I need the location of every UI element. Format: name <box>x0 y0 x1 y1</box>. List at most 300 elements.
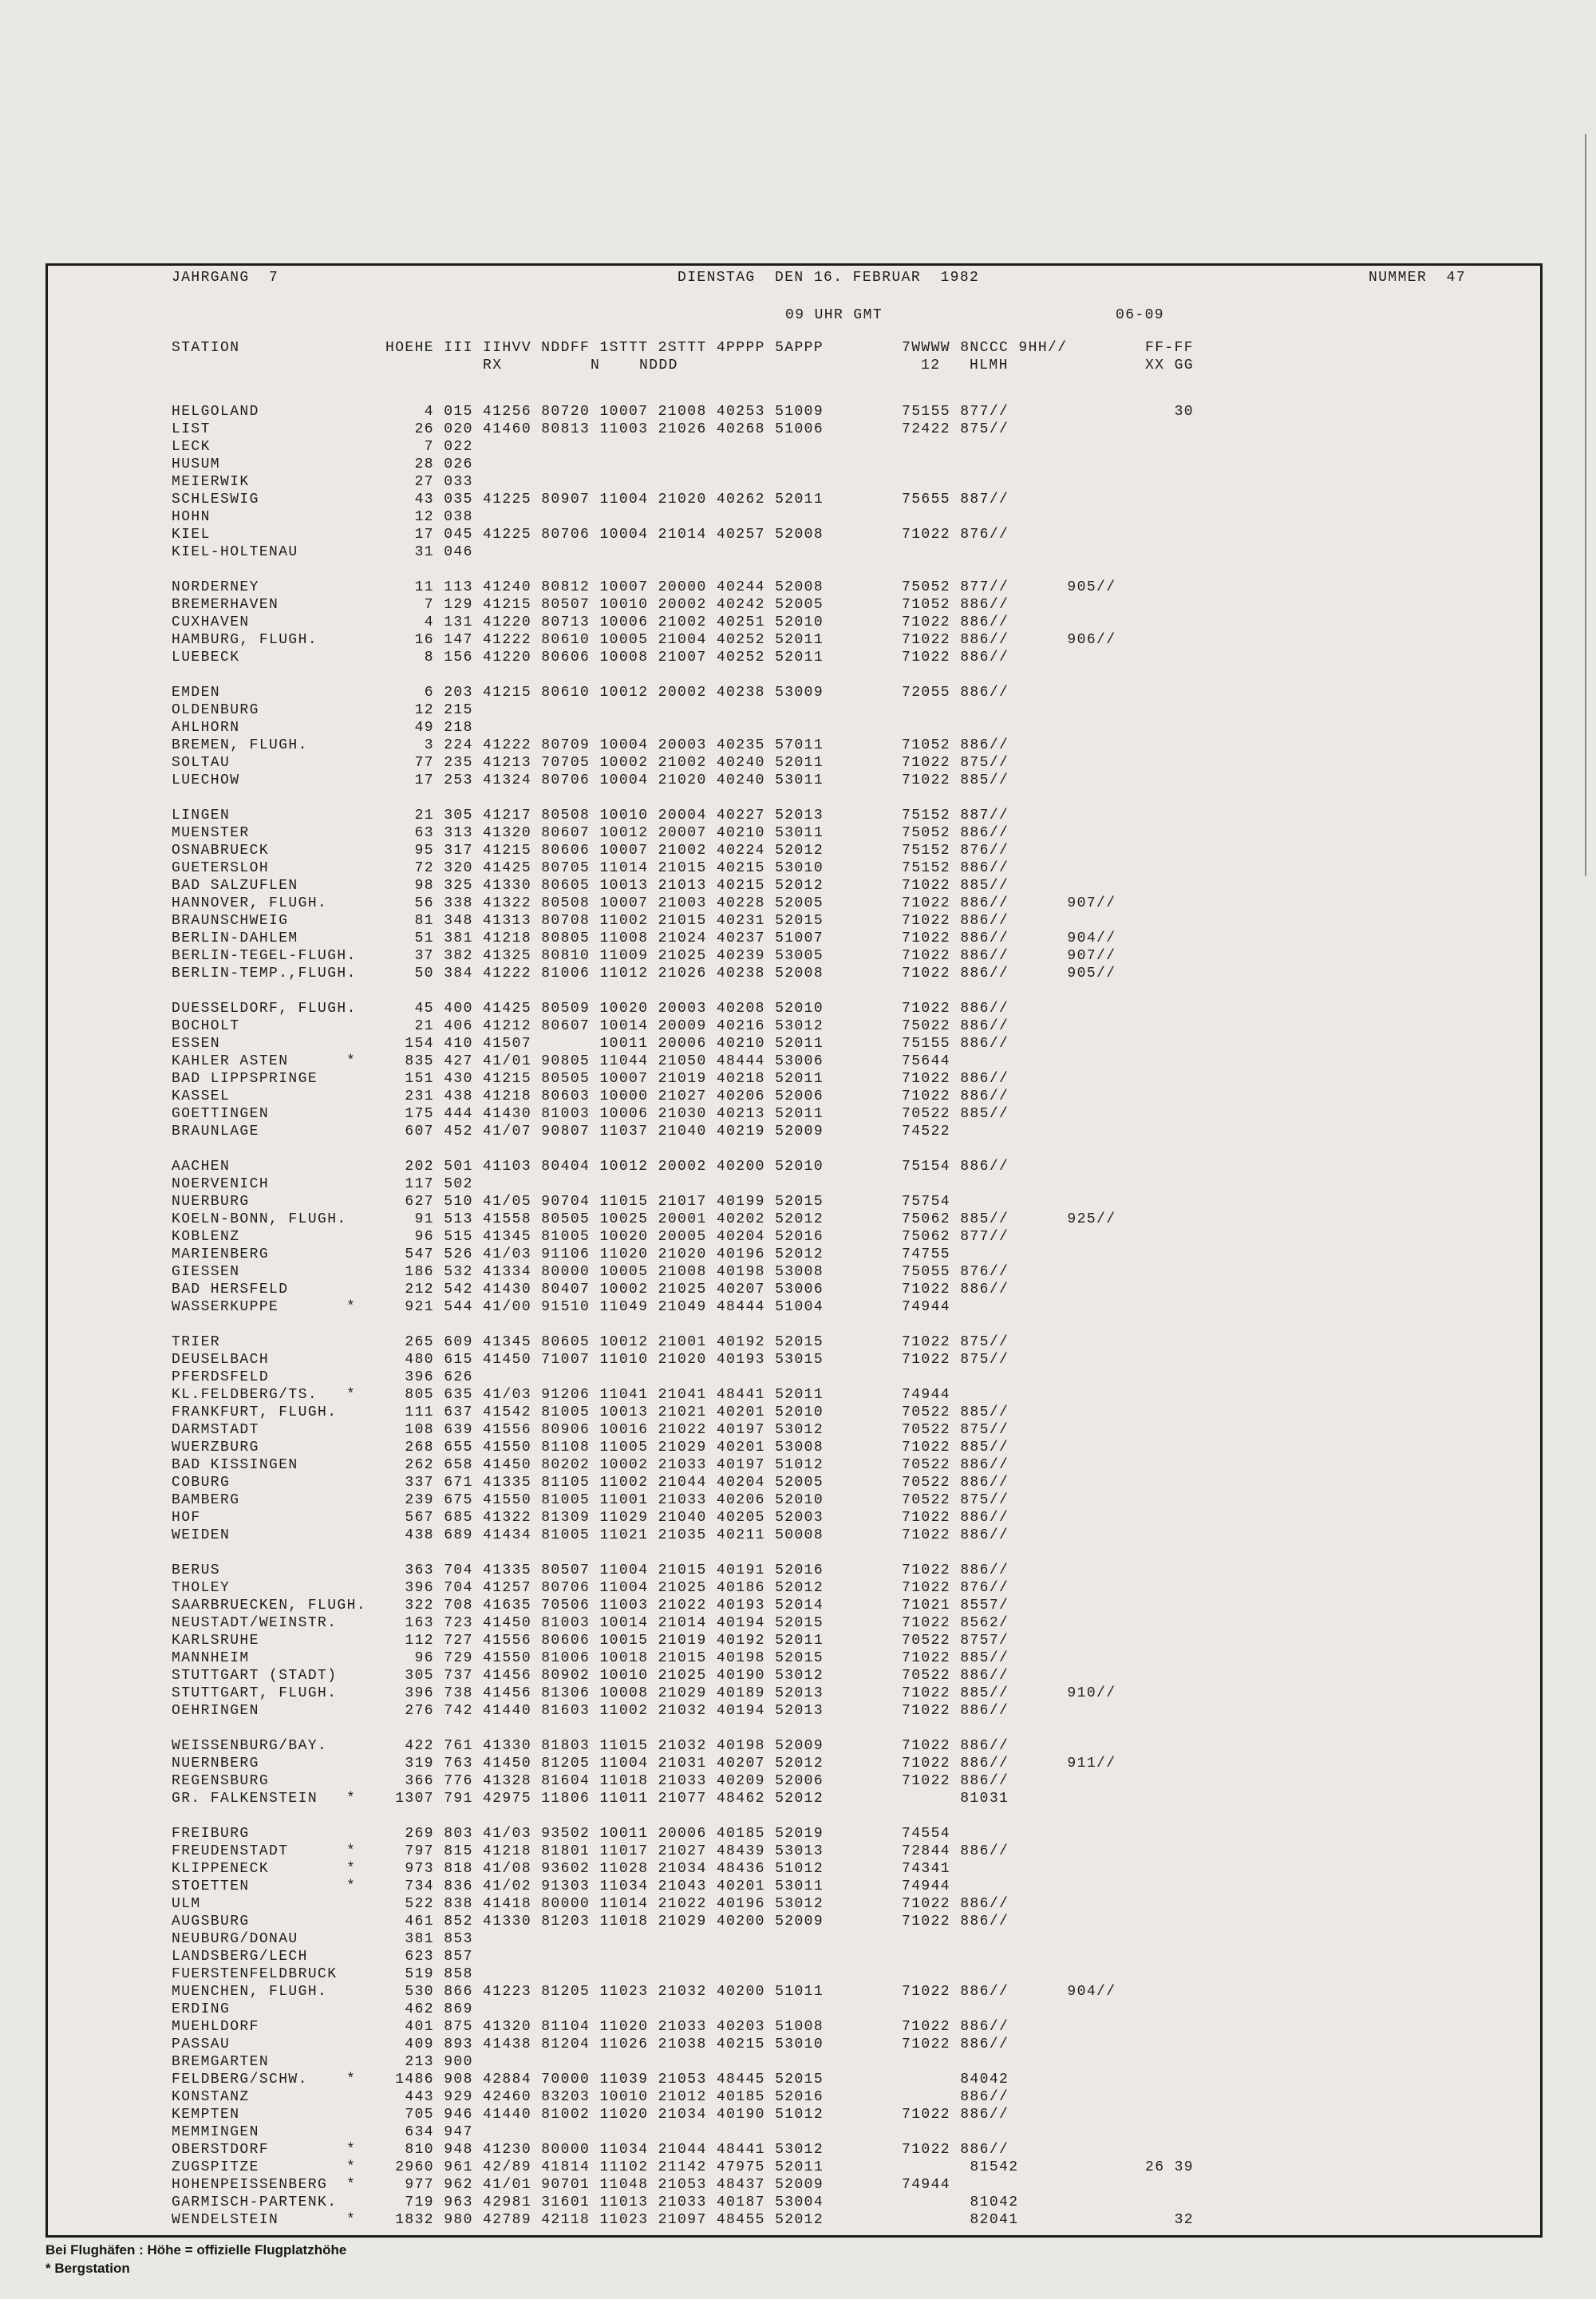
synop-groups: 7 129 41215 80507 10010 20002 40242 52005 <box>385 597 824 613</box>
bergstation-marker: * <box>346 2142 357 2158</box>
station-row <box>172 1351 1576 1369</box>
weather-cloud-groups: 75062 877// <box>902 1229 1009 1245</box>
synop-groups: 322 708 41635 70506 11003 21022 40193 52014 <box>385 1598 824 1614</box>
station-name: BERLIN-TEMP.,FLUGH. <box>172 966 357 982</box>
station-row <box>172 877 1576 895</box>
station-name: HAMBURG, FLUGH. <box>172 632 318 648</box>
station-row <box>172 1965 1576 1983</box>
weather-cloud-groups: 71022 886// <box>902 1562 1009 1578</box>
weather-cloud-groups: 75754 <box>902 1194 951 1210</box>
station-name: MANNHEIM <box>172 1650 250 1666</box>
weather-cloud-groups: 886// <box>902 2089 1009 2105</box>
station-row <box>172 2071 1576 2088</box>
station-row <box>172 1948 1576 1965</box>
station-name: STUTTGART (STADT) <box>172 1668 338 1684</box>
weather-cloud-groups: 71022 886// 907// <box>902 948 1116 964</box>
station-row <box>172 1667 1576 1685</box>
station-name: PASSAU <box>172 2036 231 2052</box>
station-name: WASSERKUPPE <box>172 1299 279 1315</box>
synop-groups: 72 320 41425 80705 11014 21015 40215 53010 <box>385 860 824 876</box>
synop-groups: 16 147 41222 80610 10005 21004 40252 52011 <box>385 632 824 648</box>
synop-groups: 26 020 41460 80813 11003 21026 40268 51006 <box>385 421 824 437</box>
bergstation-marker: * <box>346 1843 357 1859</box>
station-row <box>172 2036 1576 2053</box>
station-row <box>172 1298 1576 1316</box>
synop-groups: 262 658 41450 80202 10002 21033 40197 51012 <box>385 1457 824 1473</box>
station-group <box>172 403 1576 561</box>
wind-extra-values: 30 <box>1145 404 1195 420</box>
station-row <box>172 1228 1576 1246</box>
weather-cloud-groups: 71052 886// <box>902 597 1009 613</box>
synop-groups: 50 384 41222 81006 11012 21026 40238 52008 <box>385 966 824 982</box>
station-name: LANDSBERG/LECH <box>172 1949 308 1965</box>
synop-groups: 186 532 41334 80000 10005 21008 40198 53008 <box>385 1264 824 1280</box>
synop-groups: 977 962 41/01 90701 11048 21053 48437 52009 <box>385 2177 824 2193</box>
bergstation-marker: * <box>346 2072 357 2088</box>
synop-groups: 175 444 41430 81003 10006 21030 40213 52011 <box>385 1106 824 1122</box>
synop-groups: 519 858 <box>385 1966 473 1982</box>
station-row <box>172 1053 1576 1070</box>
station-name: WUERZBURG <box>172 1440 259 1456</box>
station-name: OBERSTDORF <box>172 2142 270 2158</box>
synop-groups: 438 689 41434 81005 11021 21035 40211 50008 <box>385 1527 824 1543</box>
station-name: OSNABRUECK <box>172 843 270 859</box>
station-row <box>172 421 1576 438</box>
weather-cloud-groups: 75655 887// <box>902 492 1009 508</box>
station-name: KOBLENZ <box>172 1229 240 1245</box>
weather-cloud-groups: 71021 8557/ <box>902 1598 1009 1614</box>
weather-cloud-groups: 71022 886// 905// <box>902 966 1116 982</box>
weather-cloud-groups: 71022 886// <box>902 1527 1009 1543</box>
station-group <box>172 1000 1576 1140</box>
station-row <box>172 1913 1576 1930</box>
station-name: BREMGARTEN <box>172 2054 270 2070</box>
station-name: NORDERNEY <box>172 579 259 595</box>
station-name: DUESSELDORF, FLUGH. <box>172 1001 357 1017</box>
weather-cloud-groups: 74755 <box>902 1246 951 1262</box>
station-row <box>172 1772 1576 1790</box>
synop-groups: 163 723 41450 81003 10014 21014 40194 52015 <box>385 1615 824 1631</box>
station-name: MEIERWIK <box>172 474 250 490</box>
station-row <box>172 2018 1576 2036</box>
station-name: WEISSENBURG/BAY. <box>172 1738 328 1754</box>
weather-cloud-groups: 71022 886// <box>902 2142 1009 2158</box>
masthead-date: DIENSTAG DEN 16. FEBRUAR 1982 <box>678 270 980 286</box>
weather-cloud-groups: 74341 <box>902 1861 951 1877</box>
station-row <box>172 649 1576 666</box>
weather-cloud-groups: 71022 886// <box>902 1088 1009 1104</box>
column-header-row-1 <box>172 339 1576 357</box>
station-name: BERLIN-DAHLEM <box>172 930 298 946</box>
station-row <box>172 1562 1576 1579</box>
synop-groups: 108 639 41556 80906 10016 21022 40197 53012 <box>385 1422 824 1438</box>
station-row <box>172 1333 1576 1351</box>
station-row <box>172 456 1576 473</box>
station-row <box>172 1035 1576 1053</box>
station-row <box>172 807 1576 824</box>
station-row <box>172 1000 1576 1017</box>
station-row <box>172 491 1576 508</box>
footnote-bergstation: * Bergstation <box>45 2261 130 2276</box>
station-name: MUENCHEN, FLUGH. <box>172 1984 328 2000</box>
synop-groups: 11 113 41240 80812 10007 20000 40244 52008 <box>385 579 824 595</box>
station-name: THOLEY <box>172 1580 231 1596</box>
weather-cloud-groups: 82041 <box>902 2212 1019 2228</box>
station-row <box>172 526 1576 543</box>
synop-groups: 31 046 <box>385 544 473 560</box>
station-row <box>172 1614 1576 1632</box>
station-name: REGENSBURG <box>172 1773 270 1789</box>
station-name: HOHN <box>172 509 211 525</box>
station-name: ZUGSPITZE <box>172 2159 259 2175</box>
station-name: AUGSBURG <box>172 1914 250 1930</box>
weather-cloud-groups: 70522 875// <box>902 1492 1009 1508</box>
station-name: HOHENPEISSENBERG <box>172 2177 328 2193</box>
station-name: BREMEN, FLUGH. <box>172 737 308 753</box>
synop-groups: 154 410 41507 10011 20006 40210 52011 <box>385 1036 824 1052</box>
weather-cloud-groups: 71022 886// <box>902 913 1009 929</box>
station-name: KASSEL <box>172 1088 231 1104</box>
station-group <box>172 1737 1576 1807</box>
station-name: SOLTAU <box>172 755 231 771</box>
station-name: CUXHAVEN <box>172 614 250 630</box>
weather-cloud-groups: 84042 <box>902 2072 1009 2088</box>
weather-cloud-groups: 71022 886// <box>902 2107 1009 2123</box>
station-name: NEUSTADT/WEINSTR. <box>172 1615 338 1631</box>
station-row <box>172 912 1576 930</box>
synop-groups: 6 203 41215 80610 10012 20002 40238 53009 <box>385 685 824 701</box>
station-row <box>172 1649 1576 1667</box>
station-row <box>172 1983 1576 2001</box>
weather-cloud-groups: 71022 8562/ <box>902 1615 1009 1631</box>
synop-groups: 239 675 41550 81005 11001 21033 40206 52010 <box>385 1492 824 1508</box>
station-name: BAD SALZUFLEN <box>172 878 298 894</box>
station-row <box>172 930 1576 947</box>
station-row <box>172 1070 1576 1088</box>
station-group <box>172 1333 1576 1544</box>
station-name: MUEHLDORF <box>172 2019 259 2035</box>
station-name: OLDENBURG <box>172 702 259 718</box>
weather-cloud-groups: 70522 886// <box>902 1668 1009 1684</box>
synop-groups: 45 400 41425 80509 10020 20003 40208 52010 <box>385 1001 824 1017</box>
synop-groups: 91 513 41558 80505 10025 20001 40202 52012 <box>385 1211 824 1227</box>
synop-groups: 231 438 41218 80603 10000 21027 40206 52006 <box>385 1088 824 1104</box>
station-name: FREIBURG <box>172 1826 250 1842</box>
synop-groups: 7 022 <box>385 439 473 455</box>
weather-cloud-groups: 71022 876// <box>902 527 1009 543</box>
weather-cloud-groups: 71022 886// 904// <box>902 930 1116 946</box>
bergstation-marker: * <box>346 1299 357 1315</box>
synop-groups: 623 857 <box>385 1949 473 1965</box>
station-row <box>172 1386 1576 1404</box>
synop-groups: 396 704 41257 80706 11004 21025 40186 52012 <box>385 1580 824 1596</box>
synop-groups: 96 729 41550 81006 10018 21015 40198 52015 <box>385 1650 824 1666</box>
station-name: DEUSELBACH <box>172 1352 270 1368</box>
col-subheader-hlmh: 12 HLMH <box>921 357 1009 373</box>
synop-groups: 319 763 41450 81205 11004 21031 40207 52012 <box>385 1756 824 1772</box>
weather-cloud-groups: 74944 <box>902 1387 951 1403</box>
station-name: HELGOLAND <box>172 404 259 420</box>
station-name: BRAUNLAGE <box>172 1124 259 1140</box>
station-name: NEUBURG/DONAU <box>172 1931 298 1947</box>
station-row <box>172 1878 1576 1895</box>
station-row <box>172 543 1576 561</box>
synop-groups: 2960 961 42/89 41814 11102 21142 47975 52011 <box>385 2159 824 2175</box>
station-name: GR. FALKENSTEIN <box>172 1791 318 1807</box>
station-name: BERUS <box>172 1562 221 1578</box>
station-row <box>172 1509 1576 1527</box>
synop-groups: 366 776 41328 81604 11018 21033 40209 52006 <box>385 1773 824 1789</box>
station-name: BAMBERG <box>172 1492 240 1508</box>
station-name: LUEBECK <box>172 650 240 666</box>
station-name: EMDEN <box>172 685 221 701</box>
weather-cloud-groups: 75152 887// <box>902 808 1009 824</box>
weather-cloud-groups: 75644 <box>902 1053 951 1069</box>
weather-cloud-groups: 81542 <box>902 2159 1019 2175</box>
weather-cloud-groups: 71022 886// <box>902 1703 1009 1719</box>
synop-groups: 810 948 41230 80000 11034 21044 48441 53012 <box>385 2142 824 2158</box>
weather-cloud-groups: 75155 877// <box>902 404 1009 420</box>
station-row <box>172 1825 1576 1843</box>
station-row <box>172 1597 1576 1614</box>
weather-cloud-groups: 74944 <box>902 1878 951 1894</box>
weather-cloud-groups: 71022 886// <box>902 1071 1009 1087</box>
synop-groups: 530 866 41223 81205 11023 21032 40200 51011 <box>385 1984 824 2000</box>
weather-cloud-groups: 71022 876// <box>902 1580 1009 1596</box>
weather-cloud-groups: 70522 885// <box>902 1404 1009 1420</box>
synop-groups: 49 218 <box>385 720 473 736</box>
weather-cloud-groups: 72844 886// <box>902 1843 1009 1859</box>
synop-groups: 396 738 41456 81306 10008 21029 40189 52013 <box>385 1685 824 1701</box>
synop-groups: 202 501 41103 80404 10012 20002 40200 52010 <box>385 1159 824 1175</box>
station-row <box>172 1211 1576 1228</box>
bergstation-marker: * <box>346 1878 357 1894</box>
station-name: KL.FELDBERG/TS. <box>172 1387 318 1403</box>
station-name: KOELN-BONN, FLUGH. <box>172 1211 347 1227</box>
weather-cloud-groups: 75055 876// <box>902 1264 1009 1280</box>
weather-cloud-groups: 71022 875// <box>902 755 1009 771</box>
station-row <box>172 2159 1576 2176</box>
synop-groups: 627 510 41/05 90704 11015 21017 40199 52015 <box>385 1194 824 1210</box>
synop-groups: 805 635 41/03 91206 11041 21041 48441 52011 <box>385 1387 824 1403</box>
weather-cloud-groups: 75152 876// <box>902 843 1009 859</box>
station-name: DARMSTADT <box>172 1422 259 1438</box>
synop-groups: 21 305 41217 80508 10010 20004 40227 52013 <box>385 808 824 824</box>
col-header-groups: HOEHE III IIHVV NDDFF 1STTT 2STTT 4PPPP 5APPP <box>385 340 824 356</box>
station-name: KARLSRUHE <box>172 1633 259 1649</box>
weather-cloud-groups: 75152 886// <box>902 860 1009 876</box>
station-row <box>172 579 1576 596</box>
station-row <box>172 1017 1576 1035</box>
station-row <box>172 2123 1576 2141</box>
station-row <box>172 1123 1576 1140</box>
synop-groups: 337 671 41335 81105 11002 21044 40204 52005 <box>385 1475 824 1491</box>
station-name: HUSUM <box>172 456 221 472</box>
station-name: LECK <box>172 439 211 455</box>
masthead-line <box>172 269 1576 286</box>
synop-groups: 276 742 41440 81603 11002 21032 40194 52013 <box>385 1703 824 1719</box>
synop-groups: 212 542 41430 80407 10002 21025 40207 53006 <box>385 1282 824 1298</box>
masthead-nummer: NUMMER 47 <box>1369 270 1467 286</box>
synop-groups: 17 253 41324 80706 10004 21020 40240 53011 <box>385 772 824 788</box>
weather-cloud-groups: 75062 885// 925// <box>902 1211 1116 1227</box>
synop-groups: 797 815 41218 81801 11017 21027 48439 53013 <box>385 1843 824 1859</box>
weather-cloud-groups: 72055 886// <box>902 685 1009 701</box>
bergstation-marker: * <box>346 1387 357 1403</box>
synop-groups: 422 761 41330 81803 11015 21032 40198 52009 <box>385 1738 824 1754</box>
weather-cloud-groups: 71022 886// <box>902 614 1009 630</box>
footnotes <box>45 2241 346 2277</box>
station-row <box>172 947 1576 965</box>
station-name: GUETERSLOH <box>172 860 270 876</box>
weather-cloud-groups: 71022 886// <box>902 2019 1009 2035</box>
synop-groups: 98 325 41330 80605 10013 21013 40215 52012 <box>385 878 824 894</box>
weather-cloud-groups: 74944 <box>902 2177 951 2193</box>
synop-groups: 719 963 42981 31601 11013 21033 40187 53004 <box>385 2194 824 2210</box>
synop-groups: 547 526 41/03 91106 11020 21020 40196 52012 <box>385 1246 824 1262</box>
weather-cloud-groups: 71022 886// 907// <box>902 895 1116 911</box>
weather-cloud-groups: 71022 875// <box>902 1352 1009 1368</box>
station-name: KIEL-HOLTENAU <box>172 544 298 560</box>
synop-groups: 4 131 41220 80713 10006 21002 40251 52010 <box>385 614 824 630</box>
synop-groups: 8 156 41220 80606 10008 21007 40252 52011 <box>385 650 824 666</box>
station-row <box>172 772 1576 789</box>
station-row <box>172 1404 1576 1421</box>
obs-time-label: 09 UHR GMT <box>785 307 883 323</box>
station-name: AACHEN <box>172 1159 231 1175</box>
station-row <box>172 2194 1576 2211</box>
station-row <box>172 1895 1576 1913</box>
station-group <box>172 684 1576 789</box>
obs-period-label: 06-09 <box>1116 307 1165 323</box>
station-row <box>172 1439 1576 1456</box>
synop-groups: 56 338 41322 80508 10007 21003 40228 52005 <box>385 895 824 911</box>
station-row <box>172 2088 1576 2106</box>
synop-groups: 51 381 41218 80805 11008 21024 40237 51007 <box>385 930 824 946</box>
weather-cloud-groups: 70522 8757/ <box>902 1633 1009 1649</box>
station-row <box>172 1193 1576 1211</box>
station-table-body <box>172 403 1576 2246</box>
station-row <box>172 1281 1576 1298</box>
bergstation-marker: * <box>346 1053 357 1069</box>
station-name: KLIPPENECK <box>172 1861 270 1877</box>
weather-cloud-groups: 74944 <box>902 1299 951 1315</box>
weather-cloud-groups: 71022 885// <box>902 1440 1009 1456</box>
station-name: SCHLESWIG <box>172 492 259 508</box>
station-name: GIESSEN <box>172 1264 240 1280</box>
station-name: COBURG <box>172 1475 231 1491</box>
col-subheader-xxgg: XX GG <box>1145 357 1195 373</box>
station-name: HANNOVER, FLUGH. <box>172 895 328 911</box>
station-row <box>172 1175 1576 1193</box>
synop-groups: 607 452 41/07 90807 11037 21040 40219 52009 <box>385 1124 824 1140</box>
synop-groups: 461 852 41330 81203 11018 21029 40200 52009 <box>385 1914 824 1930</box>
weather-cloud-groups: 71022 886// <box>902 1914 1009 1930</box>
synop-groups: 17 045 41225 80706 10004 21014 40257 52008 <box>385 527 824 543</box>
station-name: PFERDSFELD <box>172 1369 270 1385</box>
synop-groups: 705 946 41440 81002 11020 21034 40190 51012 <box>385 2107 824 2123</box>
scan-artifact-line <box>1585 134 1586 876</box>
station-name: GOETTINGEN <box>172 1106 270 1122</box>
synop-groups: 265 609 41345 80605 10012 21001 40192 52015 <box>385 1334 824 1350</box>
station-row <box>172 403 1576 421</box>
station-row <box>172 631 1576 649</box>
station-row <box>172 1790 1576 1807</box>
station-group <box>172 807 1576 982</box>
station-name: OEHRINGEN <box>172 1703 259 1719</box>
station-group <box>172 579 1576 666</box>
synop-groups: 117 502 <box>385 1176 473 1192</box>
station-row <box>172 614 1576 631</box>
synop-groups: 835 427 41/01 90805 11044 21050 48444 53006 <box>385 1053 824 1069</box>
station-row <box>172 965 1576 982</box>
synop-groups: 37 382 41325 80810 11009 21025 40239 53005 <box>385 948 824 964</box>
station-name: KEMPTEN <box>172 2107 240 2123</box>
weather-cloud-groups: 70522 885// <box>902 1106 1009 1122</box>
synop-groups: 396 626 <box>385 1369 473 1385</box>
synop-groups: 77 235 41213 70705 10002 21002 40240 52011 <box>385 755 824 771</box>
synop-groups: 27 033 <box>385 474 473 490</box>
station-name: LINGEN <box>172 808 231 824</box>
station-row <box>172 1685 1576 1702</box>
synop-groups: 269 803 41/03 93502 10011 20006 40185 52019 <box>385 1826 824 1842</box>
weather-cloud-groups: 81031 <box>902 1791 1009 1807</box>
column-header-row-2 <box>172 357 1576 374</box>
weather-cloud-groups: 71022 886// <box>902 1001 1009 1017</box>
station-name: KONSTANZ <box>172 2089 250 2105</box>
station-name: MEMMINGEN <box>172 2124 259 2140</box>
station-row <box>172 1369 1576 1386</box>
station-name: NOERVENICH <box>172 1176 270 1192</box>
station-row <box>172 1527 1576 1544</box>
station-name: WEIDEN <box>172 1527 231 1543</box>
station-row <box>172 1105 1576 1123</box>
weather-cloud-groups: 71022 886// <box>902 1773 1009 1789</box>
synop-groups: 28 026 <box>385 456 473 472</box>
synop-groups: 567 685 41322 81309 11029 21040 40205 52003 <box>385 1510 824 1526</box>
station-name: STOETTEN <box>172 1878 250 1894</box>
weather-cloud-groups: 75154 886// <box>902 1159 1009 1175</box>
weather-cloud-groups: 71022 886// <box>902 1896 1009 1912</box>
synop-groups: 462 869 <box>385 2001 473 2017</box>
weather-cloud-groups: 70522 886// <box>902 1475 1009 1491</box>
weather-cloud-groups: 71022 886// 906// <box>902 632 1116 648</box>
bergstation-marker: * <box>346 2177 357 2193</box>
synop-groups: 401 875 41320 81104 11020 21033 40203 51008 <box>385 2019 824 2035</box>
synop-groups: 21 406 41212 80607 10014 20009 40216 53012 <box>385 1018 824 1034</box>
station-group <box>172 1825 1576 2229</box>
bulletin-content <box>172 0 1576 2228</box>
weather-cloud-groups: 71022 885// <box>902 772 1009 788</box>
weather-cloud-groups: 71022 885// <box>902 1650 1009 1666</box>
weather-cloud-groups: 70522 886// <box>902 1457 1009 1473</box>
station-name: TRIER <box>172 1334 221 1350</box>
weather-cloud-groups: 71022 886// <box>902 1510 1009 1526</box>
station-group <box>172 1562 1576 1720</box>
station-name: FRANKFURT, FLUGH. <box>172 1404 338 1420</box>
masthead-jahrgang: JAHRGANG 7 <box>172 270 279 286</box>
synop-groups: 1832 980 42789 42118 11023 21097 48455 52012 <box>385 2212 824 2228</box>
station-row <box>172 895 1576 912</box>
weather-cloud-groups: 75022 886// <box>902 1018 1009 1034</box>
station-row <box>172 1755 1576 1772</box>
station-name: BAD HERSFELD <box>172 1282 289 1298</box>
synop-groups: 734 836 41/02 91303 11034 21043 40201 53011 <box>385 1878 824 1894</box>
station-row <box>172 473 1576 491</box>
synop-groups: 1486 908 42884 70000 11039 21053 48445 52015 <box>385 2072 824 2088</box>
station-row <box>172 1088 1576 1105</box>
station-row <box>172 2176 1576 2194</box>
